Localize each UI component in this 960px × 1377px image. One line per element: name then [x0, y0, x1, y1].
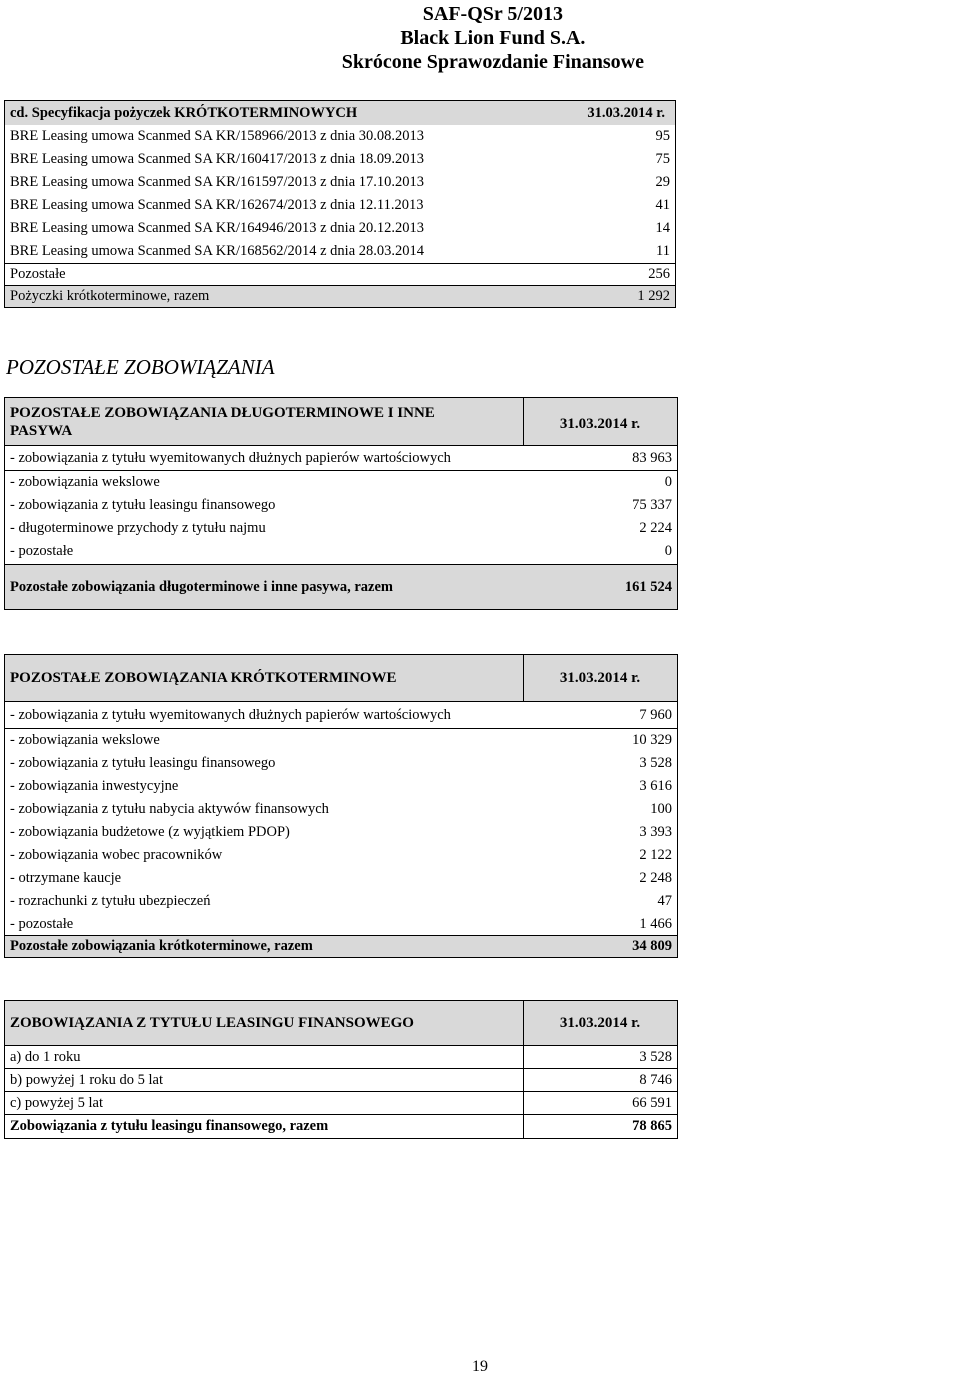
total-row: Zobowiązania z tytułu leasingu finansowego, razem 78 865 — [10, 1118, 672, 1134]
table-row: BRE Leasing umowa Scanmed SA KR/161597/2013 z dnia 17.10.2013 29 — [10, 174, 670, 190]
table-row: - zobowiązania z tytułu leasingu finansowego 75 337 — [10, 497, 672, 513]
page-number: 19 — [472, 1358, 488, 1375]
long-term-liabilities-table — [4, 397, 678, 610]
short-term-title: POZOSTAŁE ZOBOWIĄZANIA KRÓTKOTERMINOWE — [10, 669, 397, 686]
short-term-date: 31.03.2014 r. — [559, 669, 641, 686]
table-row: - długoterminowe przychody z tytułu najmu 2 224 — [10, 520, 672, 536]
total-row: Pozostałe zobowiązania długoterminowe i inne pasywa, razem 161 524 — [5, 565, 677, 609]
report-code: SAF-QSr 5/2013 — [422, 3, 563, 25]
leasing-date: 31.03.2014 r. — [559, 1014, 641, 1031]
table-row: - otrzymane kaucje 2 248 — [10, 870, 672, 886]
long-term-header — [5, 398, 677, 445]
table-row: - zobowiązania z tytułu nabycia aktywów finansowych 100 — [10, 801, 672, 817]
section-heading: POZOSTAŁE ZOBOWIĄZANIA — [6, 355, 275, 379]
table-row: - zobowiązania budżetowe (z wyjątkiem PDOP) 3 393 — [10, 824, 672, 840]
document-header — [342, 2, 644, 74]
short-term-header — [5, 655, 677, 701]
table-row: - zobowiązania wekslowe 0 — [10, 474, 672, 490]
short-term-liabilities-table — [4, 654, 678, 958]
table-row: - zobowiązania wekslowe 10 329 — [10, 732, 672, 748]
total-row: Pozostałe zobowiązania krótkoterminowe, razem 34 809 — [5, 936, 677, 957]
table-row: - zobowiązania z tytułu leasingu finansowego 3 528 — [10, 755, 672, 771]
loans-table — [4, 100, 676, 308]
table-row: - pozostałe 1 466 — [10, 915, 672, 932]
leasing-liabilities-table — [4, 1000, 678, 1139]
table-row: a) do 1 roku 3 528 — [10, 1048, 672, 1065]
leasing-header — [5, 1001, 677, 1045]
table-row: BRE Leasing umowa Scanmed SA KR/162674/2013 z dnia 12.11.2013 41 — [10, 197, 670, 213]
long-term-date: 31.03.2014 r. — [559, 416, 641, 432]
table-row: c) powyżej 5 lat 66 591 — [10, 1094, 672, 1111]
loans-title: cd. Specyfikacja pożyczek KRÓTKOTERMINOWYCH — [10, 104, 358, 121]
table-row: b) powyżej 1 roku do 5 lat 8 746 — [10, 1071, 672, 1088]
table-row: - zobowiązania inwestycyjne 3 616 — [10, 778, 672, 794]
report-title: Skrócone Sprawozdanie Finansowe — [341, 51, 644, 73]
company-name: Black Lion Fund S.A. — [400, 27, 586, 49]
table-row: - pozostałe 0 — [10, 543, 672, 559]
table-row: - zobowiązania z tytułu wyemitowanych dłużnych papierów wartościowych 83 963 — [10, 449, 672, 466]
table-row: BRE Leasing umowa Scanmed SA KR/160417/2013 z dnia 18.09.2013 75 — [10, 151, 670, 167]
divider — [523, 655, 524, 701]
table-row: BRE Leasing umowa Scanmed SA KR/158966/2013 z dnia 30.08.2013 95 — [10, 128, 670, 144]
table-row: - rozrachunki z tytułu ubezpieczeń 47 — [10, 893, 672, 909]
table-row: - zobowiązania wobec pracowników 2 122 — [10, 847, 672, 863]
loans-date: 31.03.2014 r. — [587, 104, 665, 121]
table-row: BRE Leasing umowa Scanmed SA KR/164946/2013 z dnia 20.12.2013 14 — [10, 220, 670, 236]
leasing-title: ZOBOWIĄZANIA Z TYTUŁU LEASINGU FINANSOWEGO — [10, 1014, 414, 1031]
table-row: Pozostałe 256 — [10, 266, 670, 282]
divider — [523, 398, 524, 445]
table-row: - zobowiązania z tytułu wyemitowanych dłużnych papierów wartościowych 7 960 — [10, 706, 672, 723]
long-term-title: POZOSTAŁE ZOBOWIĄZANIA DŁUGOTERMINOWE I INNE PASYWA — [10, 404, 435, 439]
loans-title-row — [5, 101, 675, 125]
total-row: Pożyczki krótkoterminowe, razem 1 292 — [5, 286, 675, 307]
table-row: BRE Leasing umowa Scanmed SA KR/168562/2014 z dnia 28.03.2014 11 — [10, 243, 670, 259]
